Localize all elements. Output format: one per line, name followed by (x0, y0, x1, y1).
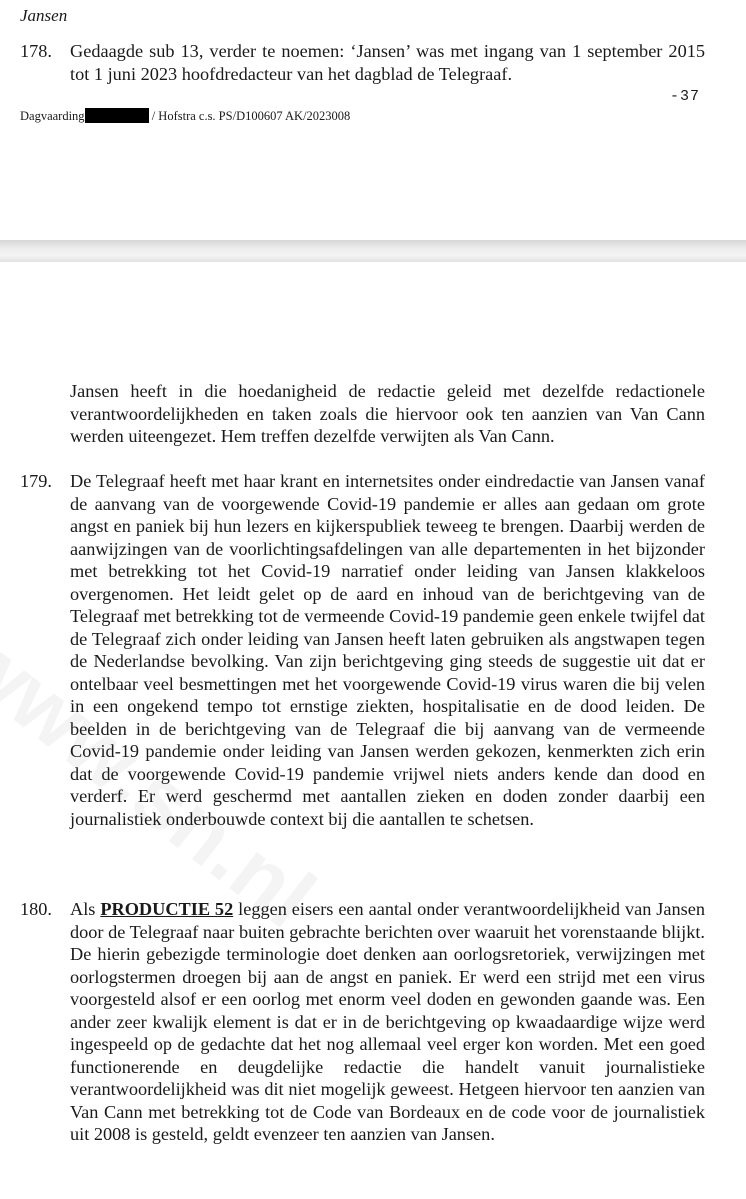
paragraph-number-178: 178. (20, 41, 52, 61)
page-number: -37 (669, 88, 700, 105)
paragraph-180-body: leggen eisers een aantal onder verantwoordelijkheid van Jansen door de Telegraaf naar buiten gebrachte berichten over waaruit het vorenstaande blijkt. De hierin gebezigde terminologie doet denken aan oorlogsretoriek, verwijzingen met oorlogstermen droegen bij aan de angst en paniek. Er werd een strijd met een virus voorgesteld alsof er een oorlog met enorm veel doden en gewonden gaande was. Een ander zeer kwalijk element is dat er in de berichtgeving op kwaadaardige wijze werd ingespeeld op de gedachte dat het nog allemaal veel erger kon worden. Met een goed functionerende en deugdelijke redactie die handelt vanuit journalistieke verantwoordelijkheid was dit niet mogelijk geweest. Hetgeen hiervoor ten aanzien van Van Cann met betrekking tot de Code van Bordeaux en de code voor de journalistiek uit 2008 is gesteld, geldt evenzeer ten aanzien van Jansen. (70, 899, 705, 1144)
paragraph-number-180: 180. (20, 899, 52, 919)
running-head: Jansen (20, 6, 68, 25)
footer-reference: / Hofstra c.s. PS/D100607 AK/2023008 (151, 109, 351, 123)
page-1-bottom (0, 0, 746, 240)
production-52-reference: PRODUCTIE 52 (100, 899, 234, 919)
paragraph-179: De Telegraaf heeft met haar krant en internetsites onder eindredactie van Jansen vanaf de aanvang van de voorgewende Covid-19 pandemie er alles aan gedaan om grote angst en paniek bij hun lezers en kijkerspubliek teweeg te brengen. Daarbij werden de aanwijzingen van de voorlichtingsafdelingen van alle departementen in het bijzonder met betrekking tot het Covid-19 narratief onder leiding van Jansen klakkeloos overgenomen. Het leidt gelet op de aard en inhoud van de berichtgeving van de Telegraaf met betrekking tot de vermeende Covid-19 pandemie geen enkele twijfel dat de Telegraaf zich onder leiding van Jansen heeft laten gebruiken als angstwapen tegen de Nederlandse bevolking. Van zijn berichtgeving ging steeds de suggestie uit dat er ontelbaar veel besmettingen met het voorgewende Covid-19 virus waren die bij velen in een ongekend tempo tot ernstige ziekten, hospitalisatie en de dood leiden. De beelden in de berichtgeving van de Telegraaf die bij aanvang van de vermeende Covid-19 pandemie onder leiding van Jansen werden gekozen, kenmerkten zich erin dat de voorgewende Covid-19 pandemie vrijwel niets anders kende dan dood en verderf. Er werd geschermd met aantallen zieken en doden zonder daarbij een journalistiek onderbouwde context bij die aantallen te schetsen. (70, 471, 705, 829)
redaction-bar (85, 108, 149, 123)
paragraph-180 (70, 898, 705, 1146)
paragraph-178: Gedaagde sub 13, verder te noemen: ‘Jansen’ was met ingang van 1 september 2015 tot 1 juni 2023 hoofdredacteur van het dagblad de Telegraaf. (70, 41, 705, 84)
footer-prefix: Dagvaarding (20, 109, 85, 123)
paragraph-180-lead: Als (70, 899, 96, 919)
page-separator (0, 240, 746, 262)
document-footer (20, 108, 350, 124)
continuation-paragraph: Jansen heeft in die hoedanigheid de redactie geleid met dezelfde redactionele verantwoordelijkheden en taken zoals die hiervoor ook ten aanzien van Van Cann werden uiteengezet. Hem treffen dezelfde verwijten als Van Cann. (70, 381, 705, 446)
paragraph-number-179: 179. (20, 471, 52, 491)
